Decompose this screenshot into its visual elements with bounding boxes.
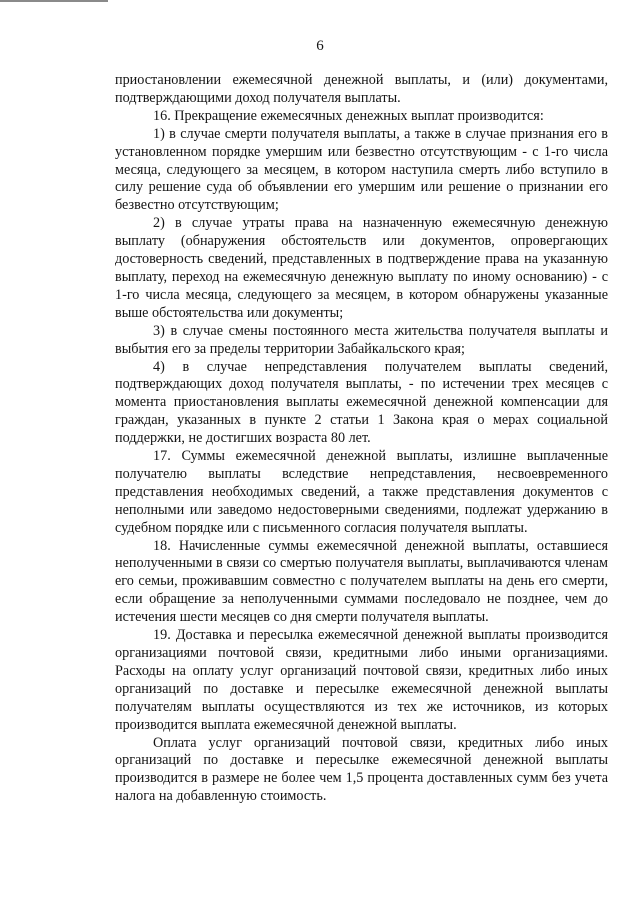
scan-edge-mark bbox=[0, 0, 108, 2]
paragraph: 2) в случае утраты права на назначенную ежемесячную денежную выплату (обнаружения обстоятельств или документов, опровергающих достоверность сведений, представленных в подтверждение права на указанную выплату, переход на ежемесячную денежную выплату по иному основанию) - с 1-го числа месяца, следующего за месяцем, в котором обнаружены указанные выше обстоятельства или документы; bbox=[115, 215, 608, 321]
paragraph: 3) в случае смены постоянного места жительства получателя выплаты и выбытия его за пределы территории Забайкальского края; bbox=[115, 322, 608, 357]
paragraph: 16. Прекращение ежемесячных денежных выплат производится: bbox=[153, 107, 544, 124]
paragraph: приостановлении ежемесячной денежной выплаты, и (или) документами, подтверждающими доход получателя выплаты. bbox=[115, 72, 608, 106]
paragraph: 19. Доставка и пересылка ежемесячной денежной выплаты производится организациями почтовой связи, кредитными либо иными организациями. Расходы на оплату услуг организаций почтовой связи, кредитных либо иных организаций по доставке и пересылке ежемесячной денежной выплаты получателям выплаты осуществляются из тех же источников, из которых производится выплата ежемесячной денежной выплаты. bbox=[115, 627, 608, 733]
paragraph: 18. Начисленные суммы ежемесячной денежной выплаты, оставшиеся неполученными в связи со смертью получателя выплаты, выплачиваются членам его семьи, проживавшим совместно с получателем выплаты на день его смерти, если обращение за неполученными суммами последовало не позднее, чем до истечения шести месяцев со дня смерти получателя выплаты. bbox=[115, 537, 608, 626]
document-body bbox=[115, 72, 608, 806]
paragraph: Оплата услуг организаций почтовой связи, кредитных либо иных организаций по доставке и пересылке ежемесячной денежной выплаты производится в размере не более чем 1,5 процента доставленных сумм без учета налога на добавленную стоимость. bbox=[115, 734, 608, 805]
page-number: 6 bbox=[316, 38, 324, 54]
paragraph: 17. Суммы ежемесячной денежной выплаты, излишне выплаченные получателю выплаты вследствие непредставления, несвоевременного представления необходимых сведений, а также представления документов с неполными или заведомо недостоверными сведениями, подлежат удержанию в судебном порядке или с письменного согласия получателя выплаты. bbox=[115, 448, 608, 536]
paragraph: 4) в случае непредставления получателем выплаты сведений, подтверждающих доход получателя выплаты, - по истечении трех месяцев с момента приостановления выплаты ежемесячной денежной компенсации для граждан, указанных в пункте 2 статьи 1 Закона края о мерах социальной поддержки, не достигших возраста 80 лет. bbox=[115, 358, 608, 447]
paragraph: 1) в случае смерти получателя выплаты, а также в случае признания его в установленном порядке умершим или безвестно отсутствующим - с 1-го числа месяца, следующего за месяцем, в котором наступила смерть либо вступило в силу решение суда об объявлении его умершим или решение о признании его безвестно отсутствующим; bbox=[115, 125, 608, 214]
